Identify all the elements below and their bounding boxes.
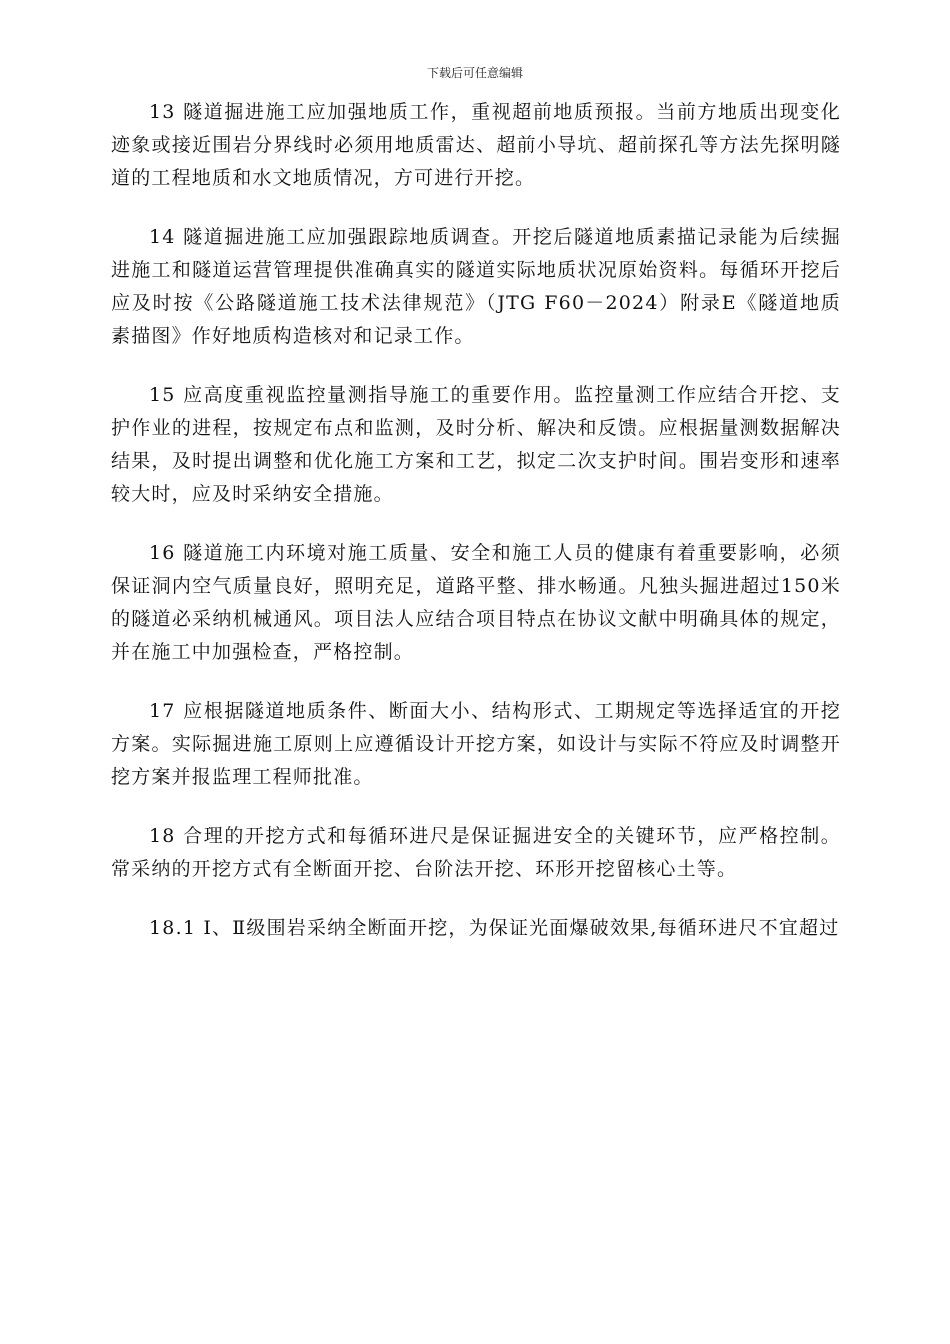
paragraph-17: 17 应根据隧道地质条件、断面大小、结构形式、工期规定等选择适宜的开挖方案。实际掘进施工原则上应遵循设计开挖方案，如设计与实际不符应及时调整开挖方案并报监理工程师批准。 [111,700,841,788]
page-header: 下载后可任意编辑 [426,66,523,80]
paragraph-16: 16 隧道施工内环境对施工质量、安全和施工人员的健康有着重要影响，必须保证洞内空气质量良好，照明充足，道路平整、排水畅通。凡独头掘进超过150米的隧道必采纳机械通风。项目法人应结合项目特点在协议文献中明确具体的规定，并在施工中加强检查，严格控制。 [111,542,841,663]
paragraph-18-1: 18.1 Ⅰ、Ⅱ级围岩采纳全断面开挖，为保证光面爆破效果,每循环进尺不宜超过 [149,917,840,939]
paragraph-18: 18 合理的开挖方式和每循环进尺是保证掘进安全的关键环节，应严格控制。常采纳的开挖方式有全断面开挖、台阶法开挖、环形开挖留核心土等。 [111,825,841,880]
paragraph-15: 15 应高度重视监控量测指导施工的重要作用。监控量测工作应结合开挖、支护作业的进程，按规定布点和监测，及时分析、解决和反馈。应根据量测数据解决结果，及时提出调整和优化施工方案和工艺，拟定二次支护时间。围岩变形和速率较大时，应及时采纳安全措施。 [111,384,841,505]
paragraph-13: 13 隧道掘进施工应加强地质工作，重视超前地质预报。当前方地质出现变化迹象或接近围岩分界线时必须用地质雷达、超前小导坑、超前探孔等方法先探明隧道的工程地质和水文地质情况，方可进行开挖。 [111,101,841,189]
paragraph-14: 14 隧道掘进施工应加强跟踪地质调查。开挖后隧道地质素描记录能为后续掘进施工和隧道运营管理提供准确真实的隧道实际地质状况原始资料。每循环开挖后应及时按《公路隧道施工技术法律规范》（JTG F60－2024）附录E《隧道地质素描图》作好地质构造核对和记录工作。 [111,226,841,347]
document-body [111,96,841,971]
